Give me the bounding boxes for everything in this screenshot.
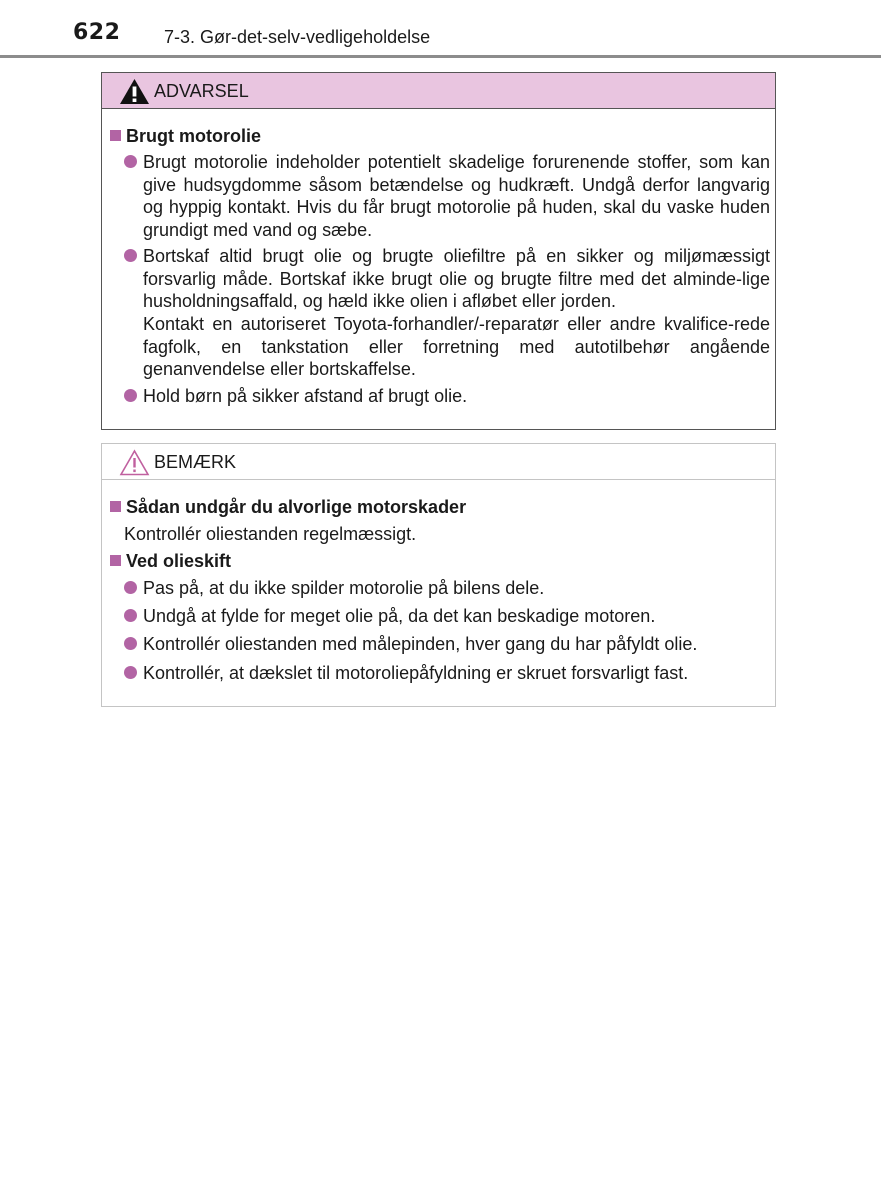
warning-label: ADVARSEL [154, 81, 249, 101]
notice-list-item: Pas på, at du ikke spilder motorolie på bilens dele. [124, 577, 770, 600]
notice-label: BEMÆRK [154, 452, 237, 472]
warning-list-item: Hold børn på sikker afstand af brugt olie. [124, 385, 770, 408]
notice-header [102, 444, 775, 480]
notice-section-heading: Ved olieskift [110, 550, 231, 572]
warning-list-item-continuation: Kontakt en autoriseret Toyota-forhandler/-reparatør eller andre kvalifice-rede fagfolk, en tankstation eller forretning med autotilbehør angående genanvendelse eller bortskaffelse. [143, 314, 770, 379]
section-title: 7-3. Gør-det-selv-vedligeholdelse [164, 27, 431, 47]
round-bullet-icon [124, 581, 137, 594]
warning-section-heading: Brugt motorolie [110, 125, 261, 147]
notice-section-text: Kontrollér oliestanden regelmæssigt. [124, 524, 417, 544]
warning-header [102, 73, 775, 109]
notice-list-item: Undgå at fylde for meget olie på, da det kan beskadige motoren. [124, 605, 770, 628]
notice-section-heading: Sådan undgår du alvorlige motorskader [110, 496, 466, 518]
caution-triangle-outline-icon [119, 449, 150, 476]
round-bullet-icon [124, 249, 137, 262]
warning-triangle-icon [119, 78, 150, 105]
notice-list-item: Kontrollér, at dækslet til motoroliepåfyldning er skruet forsvarligt fast. [124, 662, 770, 685]
header-divider [0, 55, 881, 58]
round-bullet-icon [124, 155, 137, 168]
warning-list-item: Bortskaf altid brugt olie og brugte oliefiltre på en sikker og miljømæssigt forsvarlig måde. Bortskaf ikke brugt olie og brugte filtre med det alminde-lige husholdningsaffald, og hæld ikke olien i afløbet eller jorden. [124, 245, 770, 313]
page-header [0, 0, 881, 60]
warning-list-item: Brugt motorolie indeholder potentielt skadelige forurenende stoffer, som kan give hudsygdomme såsom betændelse og hudkræft. Undgå derfor langvarig og hyppig kontakt. Hvis du får brugt motorolie på huden, skal du vaske huden grundigt med vand og sæbe. [124, 151, 770, 241]
square-bullet-icon [110, 130, 121, 141]
notice-box [101, 443, 776, 707]
notice-list-item: Kontrollér oliestanden med målepinden, hver gang du har påfyldt olie. [124, 633, 770, 656]
round-bullet-icon [124, 609, 137, 622]
round-bullet-icon [124, 637, 137, 650]
round-bullet-icon [124, 666, 137, 679]
square-bullet-icon [110, 501, 121, 512]
round-bullet-icon [124, 389, 137, 402]
page-number: 622 [73, 20, 121, 45]
square-bullet-icon [110, 555, 121, 566]
warning-box [101, 72, 776, 430]
